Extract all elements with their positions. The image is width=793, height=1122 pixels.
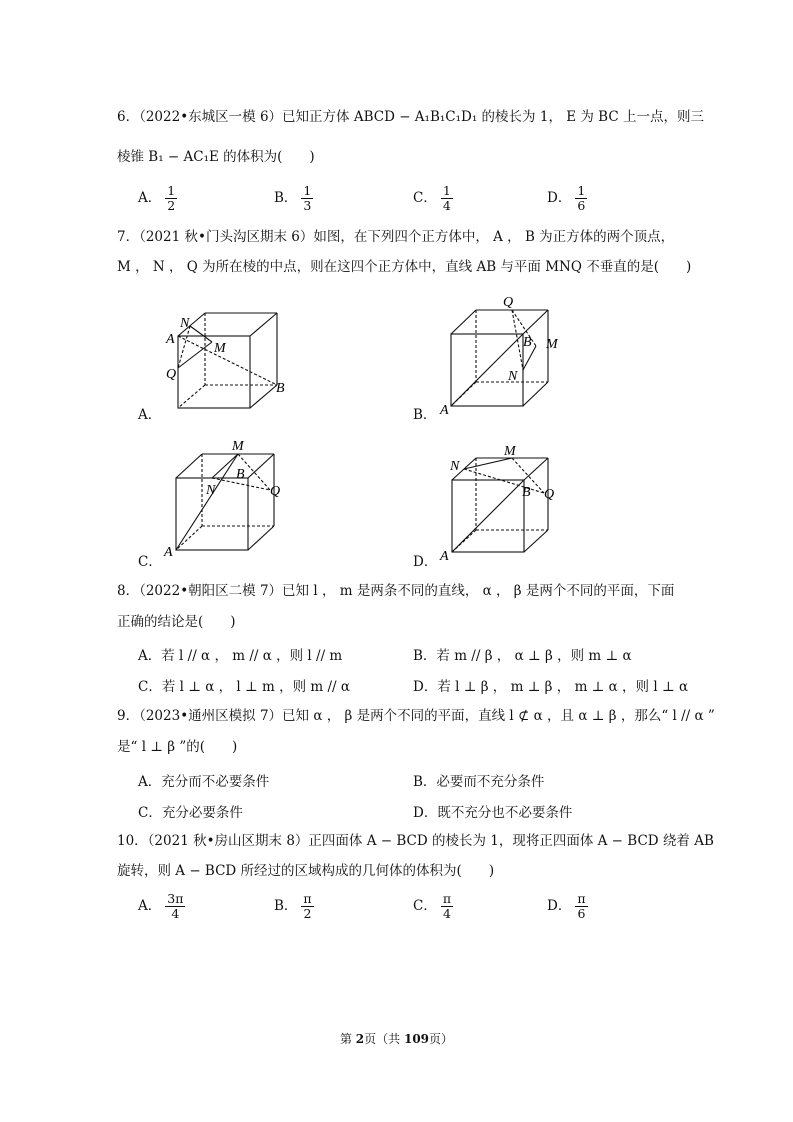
q8-option-c: C．若 l ⊥ α ， l ⊥ m ，则 m // α <box>138 679 350 695</box>
cube-figure-a <box>160 308 300 418</box>
fig-b-label-b: B <box>523 335 532 350</box>
q7-line1: 7．（2021 秋•门头沟区期末 6）如图，在下列四个正方体中， A ， B 为正方体的两个顶点， <box>117 229 675 245</box>
fig-d-caption: D． <box>413 554 438 570</box>
page-footer: 第 2页（共 109页） <box>339 1032 454 1046</box>
cube-figure-b <box>436 292 576 417</box>
fig-c-caption: C． <box>138 554 162 570</box>
fig-a-label-m: M <box>214 341 226 356</box>
q8-option-b: B．若 m // β ， α ⊥ β ，则 m ⊥ α <box>413 648 632 664</box>
fig-d-label-b: B <box>522 485 531 500</box>
cube-figure-d <box>436 440 576 560</box>
q9-option-b: B．必要而不充分条件 <box>413 774 545 790</box>
page-total: 109 <box>403 1032 430 1046</box>
q10-option-c: C． $\frac{\pi}{4}$ <box>413 891 452 921</box>
q10-option-a: A． $\frac{3\pi}{4}$ <box>138 891 184 921</box>
q6-line2: 棱锥 B₁ − AC₁E 的体积为( ) <box>117 149 315 165</box>
q8-line1: 8．（2022•朝阳区二模 7）已知 l ， m 是两条不同的直线， α ， β 是两个不同的平面，下面 <box>117 583 675 599</box>
fig-b-label-m: M <box>546 337 558 352</box>
q6-line1: 6．（2022•东城区一模 6）已知正方体 ABCD − A₁B₁C₁D₁ 的棱长为 1， E 为 BC 上一点，则三 <box>117 109 704 125</box>
q9-line2: 是“ l ⊥ β ”的( ) <box>117 739 238 755</box>
fig-b-label-n: N <box>508 369 518 384</box>
q6-option-c: C． $\frac{1}{4}$ <box>413 183 451 213</box>
q9-option-a: A．充分而不必要条件 <box>138 774 270 790</box>
page-number: 2 <box>355 1032 365 1046</box>
fig-d-label-a: A <box>440 549 449 560</box>
q9-line1: 9．（2023•通州区模拟 7）已知 α ， β 是两个不同的平面，直线 l ⊄ α ，且 α ⊥ β ，那么“ l // α ” <box>117 708 715 724</box>
fig-a-caption: A． <box>138 407 162 423</box>
fig-c-label-q: Q <box>270 484 281 499</box>
q8-option-d: D．若 l ⊥ β ， m ⊥ β ， m ⊥ α ，则 l ⊥ α <box>413 679 689 695</box>
fig-c-label-b: B <box>236 467 245 482</box>
fig-a-label-n: N <box>180 316 190 331</box>
q8-line2: 正确的结论是( ) <box>117 614 236 630</box>
q10-line2: 旋转，则 A − BCD 所经过的区域构成的几何体的体积为( ) <box>117 863 495 879</box>
fig-c-label-n: N <box>206 483 216 498</box>
fig-a-label-a: A <box>166 332 175 347</box>
fig-d-label-n: N <box>450 459 460 474</box>
cube-figure-c <box>160 436 300 556</box>
q10-option-d: D． $\frac{\pi}{6}$ <box>547 891 586 921</box>
q6-option-d: D． $\frac{1}{6}$ <box>547 183 586 213</box>
fig-c-label-a: A <box>164 545 173 556</box>
q10-line1: 10．（2021 秋•房山区期末 8）正四面体 A − BCD 的棱长为 1，现将正四面体 A − BCD 绕着 AB <box>117 833 714 849</box>
q9-option-c: C．充分必要条件 <box>138 805 243 821</box>
fig-b-label-a: A <box>440 403 449 417</box>
q6-option-a: A． $\frac{1}{2}$ <box>138 183 176 213</box>
q7-line2: M ， N ， Q 为所在棱的中点，则在这四个正方体中，直线 AB 与平面 MNQ 不垂直的是( ) <box>117 259 692 275</box>
q6-option-b: B． $\frac{1}{3}$ <box>274 183 312 213</box>
q10-option-b: B． $\frac{\pi}{2}$ <box>274 891 312 921</box>
fig-d-label-q: Q <box>544 487 555 502</box>
fig-b-caption: B． <box>413 407 437 423</box>
fig-c-label-m: M <box>232 439 244 454</box>
fig-d-label-m: M <box>504 444 516 459</box>
q9-option-d: D．既不充分也不必要条件 <box>413 805 573 821</box>
fig-a-label-b: B <box>276 381 285 396</box>
q8-option-a: A．若 l // α ， m // α ，则 l // m <box>138 648 343 664</box>
fig-a-label-q: Q <box>166 367 177 382</box>
fig-b-label-q: Q <box>503 295 514 310</box>
